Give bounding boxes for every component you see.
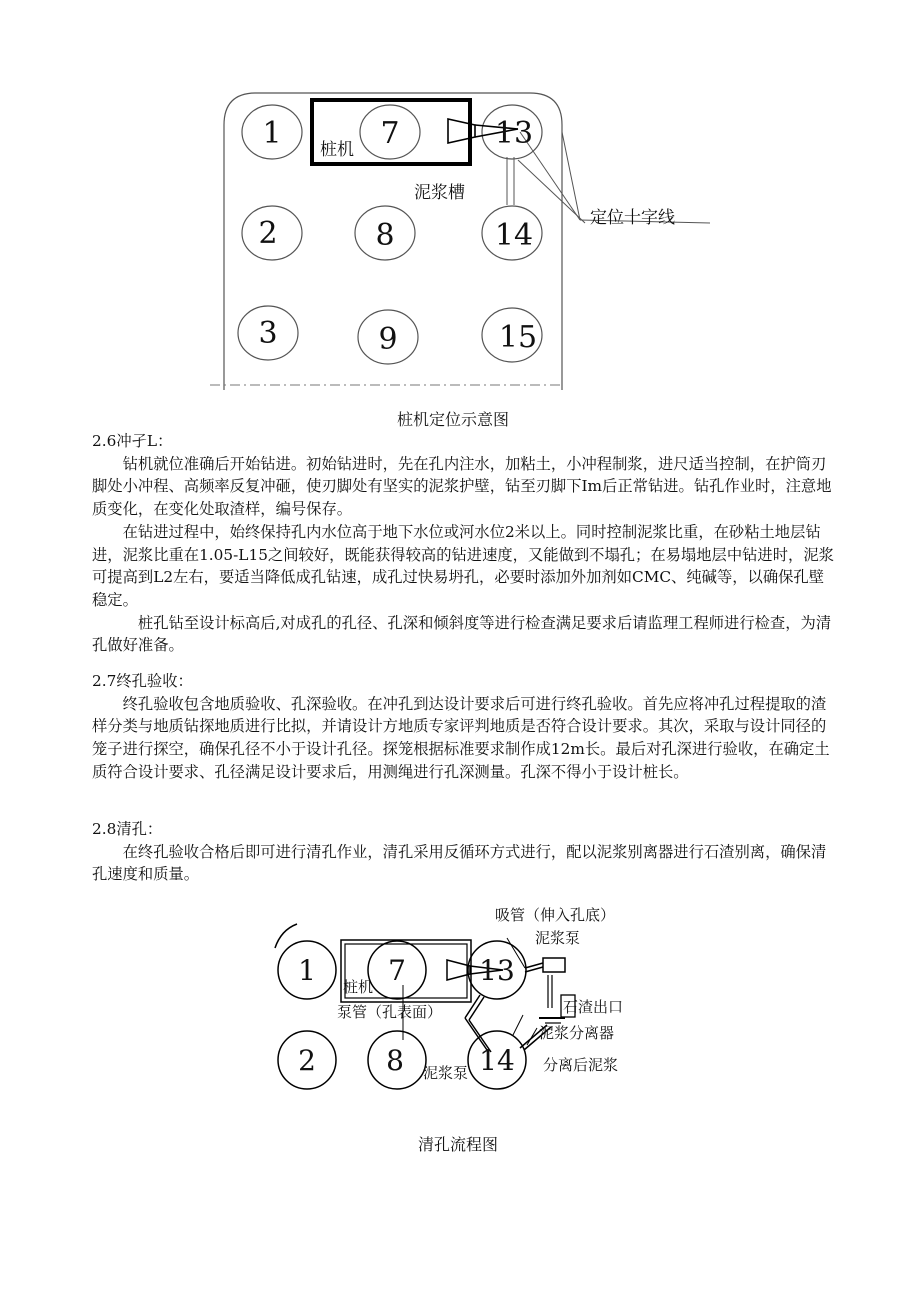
hole-7-number: 7 [380, 116, 400, 151]
section-2-8 [92, 818, 838, 886]
paragraph: 终孔验收包含地质验收、孔深验收。在冲孔到达设计要求后可进行终孔验收。首先应将冲孔过程提取的渣样分类与地质钻探地质进行比拟，并请设计方地质专家评判地质是否符合设计要求。其次，采取与设计同径的笼子进行探空，确保孔径不小于设计孔径。探笼根据标准要求制作成12m长。最后对孔深进行验收，在确定土质符合设计要求、孔径满足设计要求后，用测绳进行孔深测量。孔深不得小于设计桩长。 [92, 694, 830, 781]
rig-label: 桩机 [343, 978, 374, 996]
paragraph: 钻机就位准确后开始钻进。初始钻进时，先在孔内注水，加粘土，小冲程制浆，进尺适当控制，在护筒刃脚处小冲程、高频率反复冲砸，使刃脚处有坚实的泥浆护壁，钻至刃脚下Im后正常钻进。钻孔作业时，注意地质变化，在变化处取渣样，编号保存。 [92, 454, 832, 519]
top-pump-label: 泥浆泵 [535, 929, 581, 947]
hole-14-number: 14 [479, 1044, 515, 1077]
figure2-caption: 清孔流程图 [418, 1135, 499, 1154]
paragraph: 在钻进过程中，始终保持孔内水位高于地下水位或河水位2米以上。同时控制泥浆比重，在砂粘土地层钻进，泥浆比重在1.05-L15之间较好，既能获得较高的钻进速度，又能做到不塌孔；在易塌地层中钻进时，泥浆可提高到L2左右，要适当降低成孔钻速，成孔过快易坍孔，必要时添加外加剂如CMC、纯碱等，以确保孔壁稳定。 [92, 522, 834, 609]
top-slurry-pump [543, 958, 565, 972]
pump-pipe-label: 泵管（孔表面） [337, 1003, 443, 1021]
hole-7-number: 7 [388, 954, 406, 987]
rig-label: 桩机 [320, 140, 354, 160]
section-2-7 [92, 670, 838, 784]
hole-9-number: 9 [378, 322, 398, 357]
outlet-label: 石渣出口 [563, 998, 624, 1016]
suction-pipe-label: 吸管（伸入孔底） [495, 906, 616, 924]
separated-slurry-label: 分离后泥浆 [543, 1056, 619, 1074]
pile-positioning-diagram [200, 85, 720, 400]
hole-2-number: 2 [258, 216, 278, 251]
section-2-6 [92, 430, 838, 657]
hole-8-number: 8 [386, 1044, 404, 1077]
hole-1-number: 1 [298, 954, 316, 987]
figure1-caption: 桩机定位示意图 [397, 410, 510, 429]
hole-3-number: 3 [258, 316, 278, 351]
slurry-tank-label: 泥浆槽 [414, 183, 465, 203]
paragraph: 桩孔钻至设计标高后,对成孔的孔径、孔深和倾斜度等进行检查满足要求后请监理工程师进行检查，为清孔做好准备。 [92, 613, 832, 655]
hole-13-number: 13 [479, 954, 515, 987]
hole-13-number: 13 [494, 116, 534, 151]
crosshair-label: 定位十字线 [590, 208, 675, 228]
bottom-pump-label: 泥浆泵 [423, 1064, 469, 1082]
separator-label: 泥浆分离器 [539, 1024, 615, 1042]
hole-14-number: 14 [494, 218, 534, 253]
paragraph: 在终孔验收合格后即可进行清孔作业，清孔采用反循环方式进行，配以泥浆别离器进行石渣别离，确保清孔速度和质量。 [92, 842, 827, 884]
section-heading: 2.8清孔： [92, 820, 163, 838]
hole-15-number: 15 [498, 320, 538, 355]
hole-cleaning-flow-diagram [265, 900, 665, 1110]
hole-8-number: 8 [375, 218, 395, 253]
section-heading: 2.6冲孑L： [92, 432, 173, 450]
section-heading: 2.7终孔验收： [92, 672, 193, 690]
hole-2-number: 2 [298, 1044, 316, 1077]
hole-1-number: 1 [262, 116, 282, 151]
